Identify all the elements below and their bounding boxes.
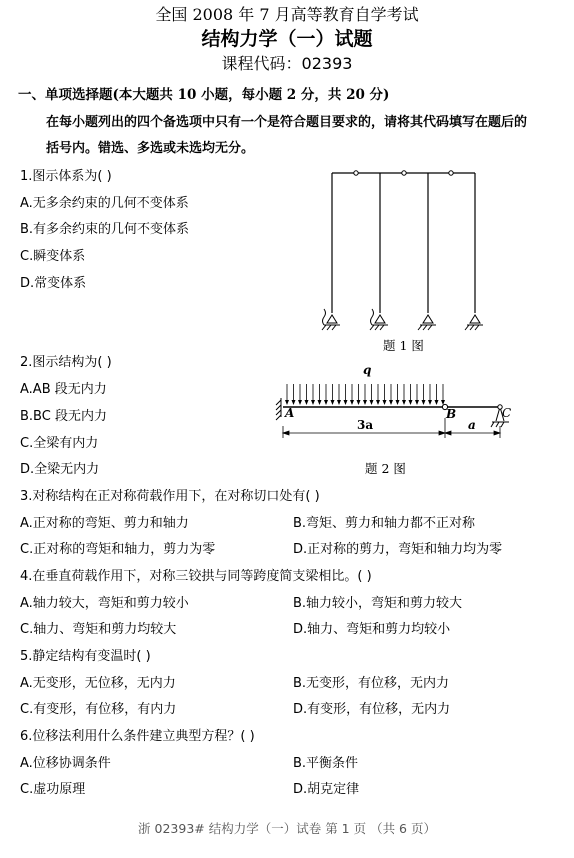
question-6-stem: 6.位移法利用什么条件建立典型方程？( )	[20, 729, 255, 744]
q1-option-c: C.瞬变体系	[20, 249, 86, 264]
point-c-label: C	[502, 406, 512, 420]
q4-option-a: A.轴力较大，弯矩和剪力较小	[20, 596, 189, 611]
q4-option-b: B.轴力较小，弯矩和剪力较大	[293, 596, 463, 611]
figure-2-beam	[265, 360, 525, 455]
point-b-label: B	[446, 407, 457, 421]
q2-option-c: C.全梁有内力	[20, 436, 99, 451]
load-arrowhead	[318, 400, 322, 405]
load-arrowhead	[409, 400, 413, 405]
load-arrowhead	[305, 400, 309, 405]
q2-option-d: D.全梁无内力	[20, 462, 100, 477]
page-footer: 浙 02393# 结构力学（一）试卷 第 1 页 （共 6 页）	[138, 821, 436, 836]
q4-option-d: D.轴力、弯矩和剪力均较小	[293, 622, 451, 637]
load-arrowhead	[337, 400, 341, 405]
load-arrowhead	[324, 400, 328, 405]
length-a-label: a	[468, 418, 476, 432]
load-arrowhead	[415, 400, 419, 405]
load-arrowhead	[422, 400, 426, 405]
load-arrowhead	[428, 400, 432, 405]
figure-2-caption: 题 2 图	[365, 461, 406, 476]
question-2-stem: 2.图示结构为( )	[20, 355, 112, 370]
course-code: 课程代码：02393	[221, 54, 353, 73]
q2-option-b: B.BC 段无内力	[20, 409, 107, 424]
load-arrowhead	[285, 400, 289, 405]
instruction-line-1: 在每小题列出的四个备选项中只有一个是符合题目要求的，请将其代码填写在题后的	[46, 115, 528, 130]
load-arrowhead	[298, 400, 302, 405]
q6-option-d: D.胡克定律	[293, 782, 360, 797]
paper-title: 结构力学（一）试题	[201, 28, 373, 50]
figure-1-caption: 题 1 图	[383, 338, 424, 353]
section-heading: 一、单项选择题(本大题共 10 小题，每小题 2 分，共 20 分)	[18, 87, 390, 103]
load-arrowhead	[363, 400, 367, 405]
q1-option-d: D.常变体系	[20, 276, 87, 291]
load-arrowhead	[383, 400, 387, 405]
load-arrowhead	[292, 400, 296, 405]
question-4-stem: 4.在垂直荷载作用下，对称三铰拱与同等跨度简支梁相比。( )	[20, 569, 372, 584]
load-arrowhead	[389, 400, 393, 405]
figure-1-frame	[310, 165, 490, 335]
question-1-stem: 1.图示体系为( )	[20, 169, 112, 184]
q6-option-b: B.平衡条件	[293, 756, 359, 771]
q1-option-b: B.有多余约束的几何不变体系	[20, 222, 190, 237]
q5-option-a: A.无变形，无位移，无内力	[20, 676, 176, 691]
load-arrowhead	[402, 400, 406, 405]
load-label-q: q	[363, 363, 372, 377]
q3-option-c: C.正对称的弯矩和轴力，剪力为零	[20, 542, 216, 557]
load-arrowhead	[376, 400, 380, 405]
q6-option-a: A.位移协调条件	[20, 756, 111, 771]
q5-option-c: C.有变形，有位移，有内力	[20, 702, 177, 717]
q6-option-c: C.虚功原理	[20, 782, 86, 797]
q2-option-a: A.AB 段无内力	[20, 382, 107, 397]
q5-option-d: D.有变形，有位移，无内力	[293, 702, 451, 717]
q5-option-b: B.无变形，有位移，无内力	[293, 676, 450, 691]
q3-option-d: D.正对称的剪力，弯矩和轴力均为零	[293, 542, 503, 557]
load-arrowhead	[370, 400, 374, 405]
q3-option-b: B.弯矩、剪力和轴力都不正对称	[293, 516, 476, 531]
question-3-stem: 3.对称结构在正对称荷载作用下，在对称切口处有( )	[20, 489, 320, 504]
load-arrowhead	[331, 400, 335, 405]
length-3a-label: 3a	[357, 418, 374, 432]
load-arrowhead	[311, 400, 315, 405]
load-arrowhead	[344, 400, 348, 405]
question-5-stem: 5.静定结构有变温时( )	[20, 649, 151, 664]
load-arrowhead	[435, 400, 439, 405]
q4-option-c: C.轴力、弯矩和剪力均较大	[20, 622, 177, 637]
load-arrowhead	[357, 400, 361, 405]
load-arrowhead	[396, 400, 400, 405]
exam-title: 全国 2008 年 7 月高等教育自学考试	[155, 5, 419, 24]
instruction-line-2: 括号内。错选、多选或未选均无分。	[46, 141, 255, 156]
load-arrowhead	[350, 400, 354, 405]
point-a-label: A	[285, 406, 295, 420]
q3-option-a: A.正对称的弯矩、剪力和轴力	[20, 516, 189, 531]
q1-option-a: A.无多余约束的几何不变体系	[20, 196, 189, 211]
